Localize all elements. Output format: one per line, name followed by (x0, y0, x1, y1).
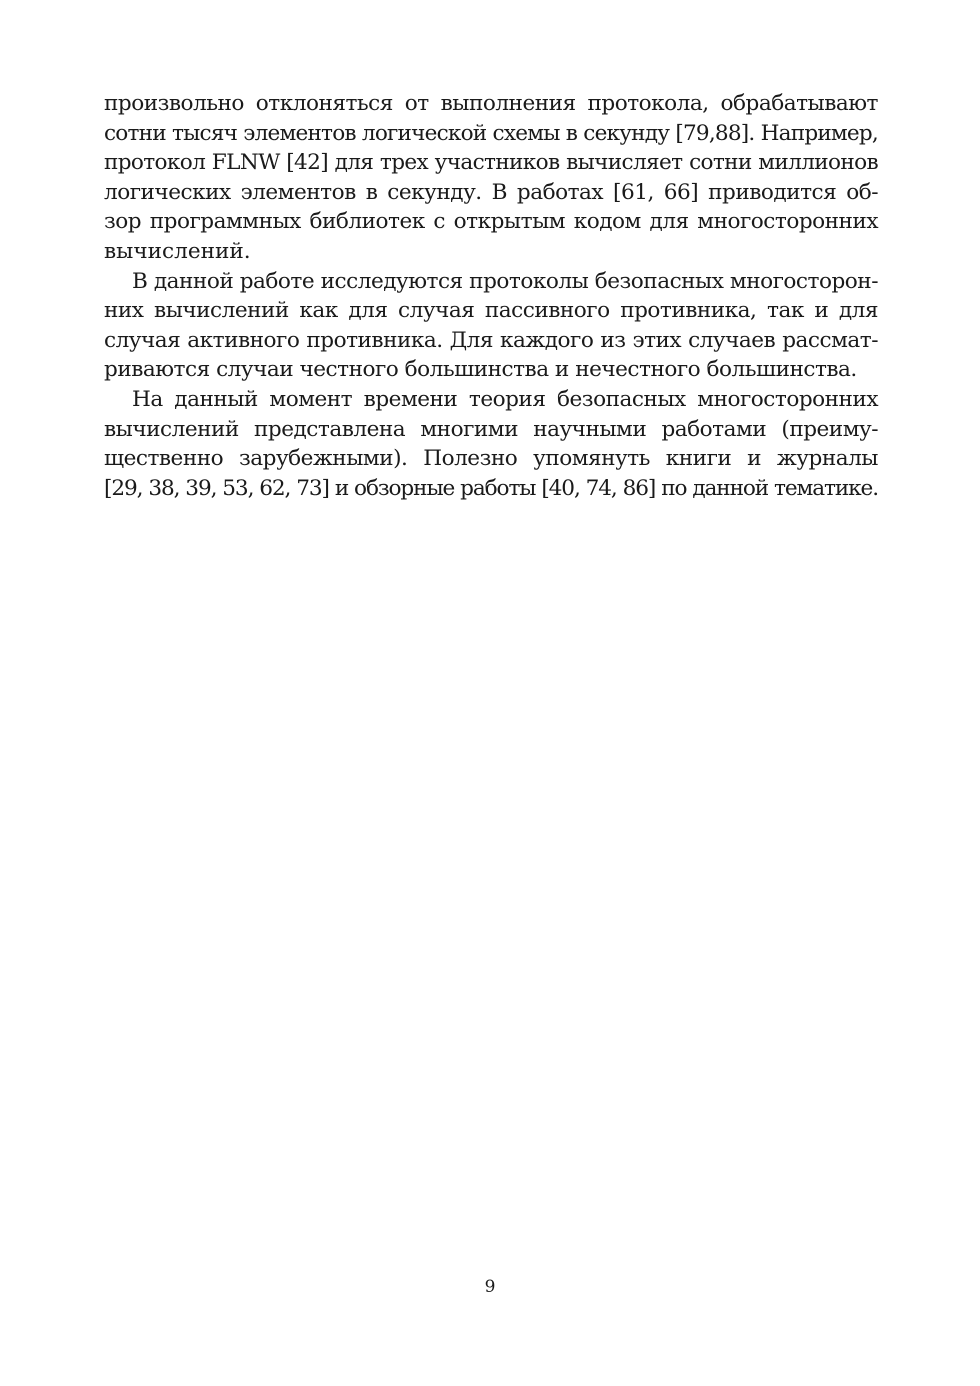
text-line: щественно зарубежными). Полезно упомянуть книги и журналы (104, 446, 878, 472)
text-line: На данный момент времени теория безопасных многосторонних (132, 386, 878, 412)
text-line: В данной работе исследуются протоколы безопасных многосторон- (132, 268, 878, 294)
text-line: сотни тысяч элементов логической схемы в секунду [79,88]. Например, (104, 120, 878, 146)
page-number: 9 (484, 1277, 496, 1297)
text-line: протокол FLNW [42] для трех участников вычисляет сотни миллионов (104, 150, 878, 176)
text-line: вычислений представлена многими научными работами (преиму- (104, 416, 878, 442)
body-text (104, 89, 878, 503)
text-line: [29, 38, 39, 53, 62, 73] и обзорные работы [40, 74, 86] по данной тематике. (104, 475, 878, 501)
text-line: зор программных библиотек с открытым кодом для многосторонних (104, 209, 878, 235)
text-line: риваются случаи честного большинства и нечестного большинства. (104, 357, 857, 383)
text-line: случая активного противника. Для каждого из этих случаев рассмат- (104, 327, 878, 353)
text-line: вычислений. (104, 238, 251, 264)
text-line: них вычислений как для случая пассивного противника, так и для (104, 298, 878, 324)
text-line: произвольно отклоняться от выполнения протокола, обрабатывают (104, 91, 878, 116)
text-line: логических элементов в секунду. В работах [61, 66] приводится об- (104, 179, 878, 205)
